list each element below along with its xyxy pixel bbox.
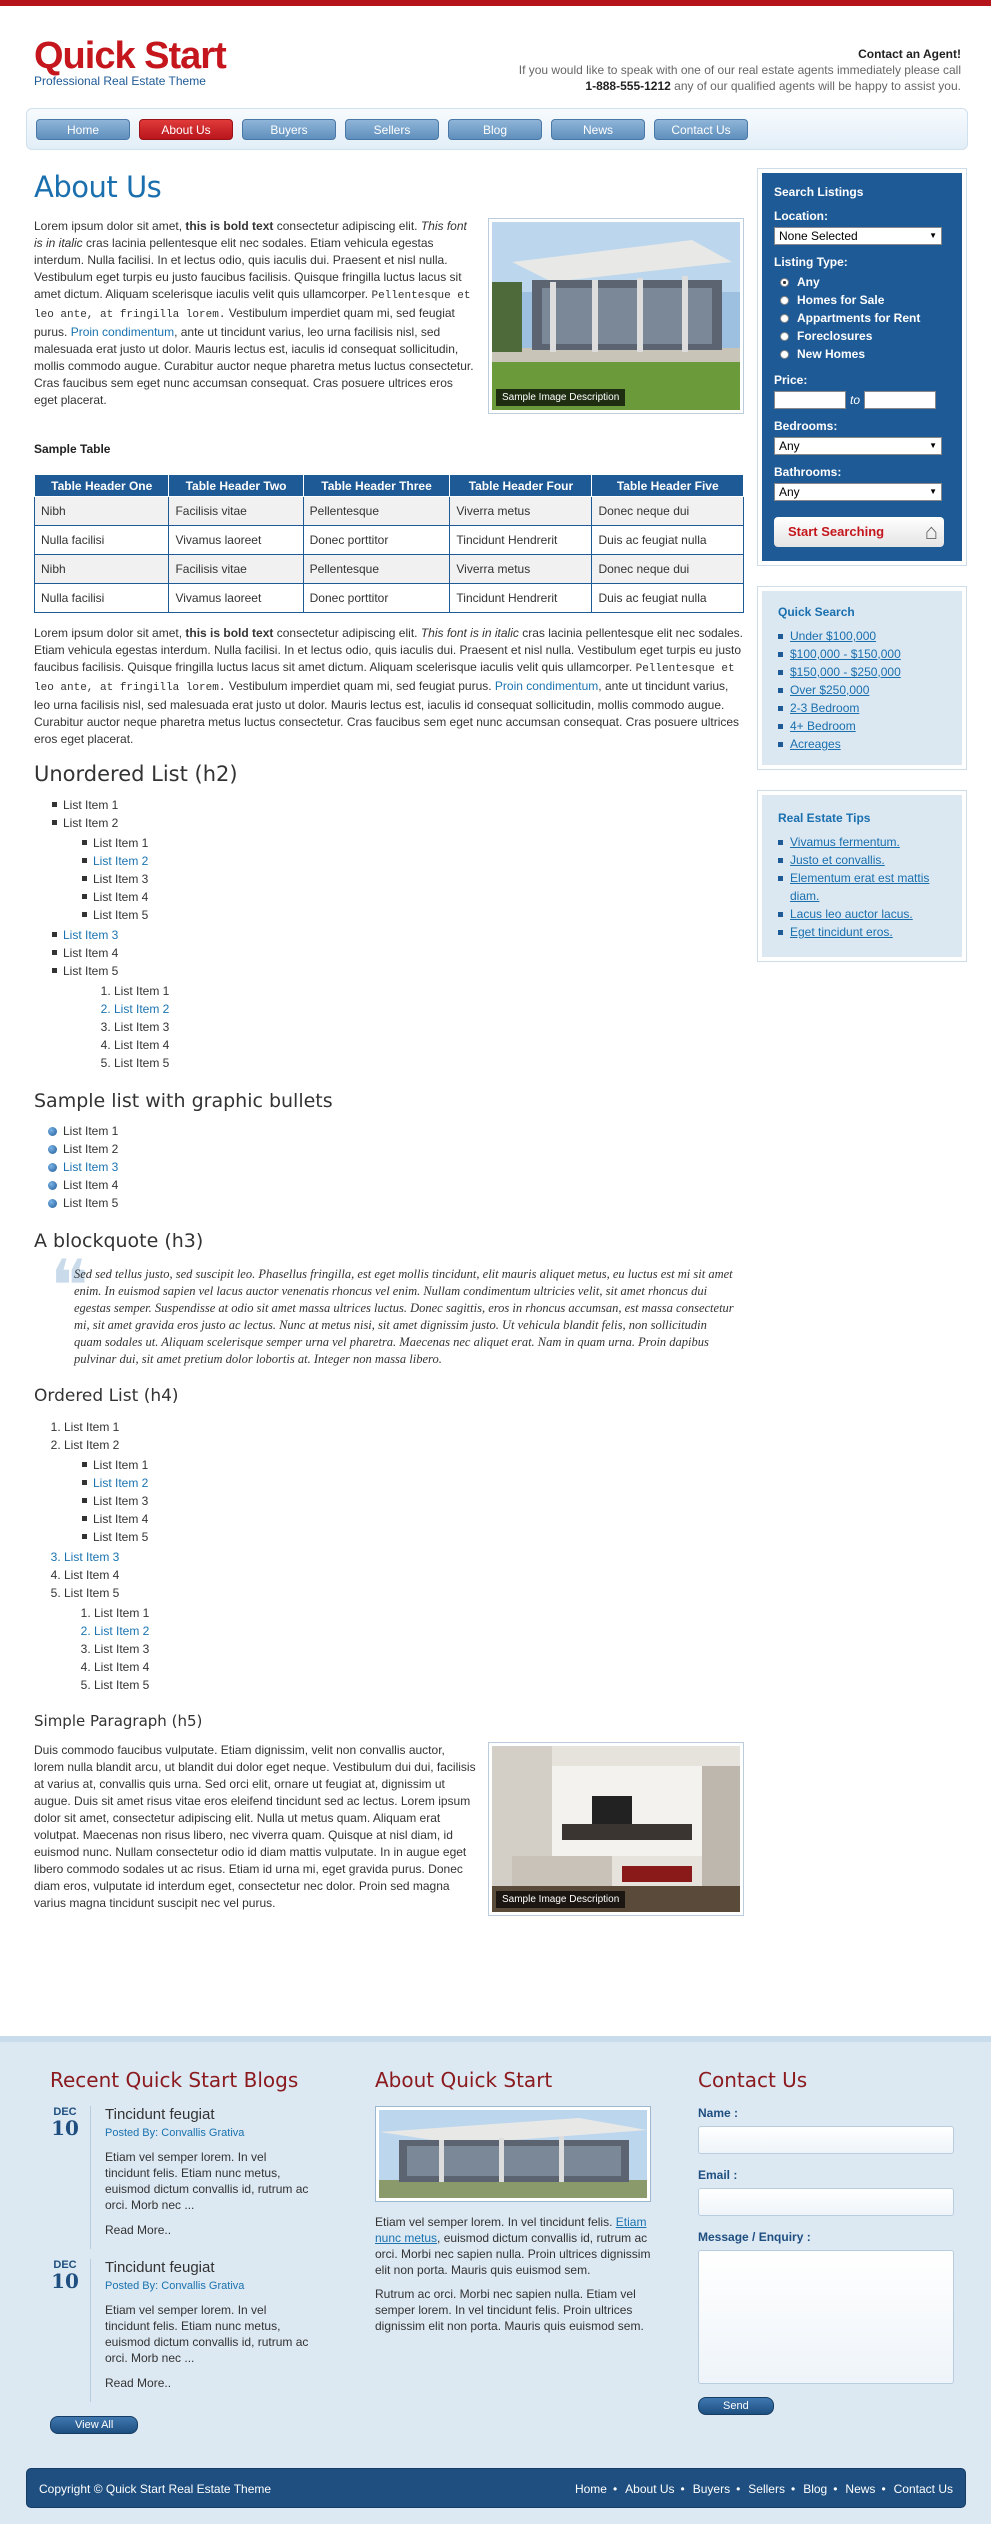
post-author: Posted By: Convallis Grativa	[105, 2127, 245, 2139]
about-title: About Quick Start	[375, 2068, 553, 2092]
radio-homes-for-sale[interactable]: Homes for Sale	[780, 291, 950, 309]
radio-any[interactable]: Any	[780, 273, 950, 291]
radio-new-homes[interactable]: New Homes	[780, 345, 950, 363]
price-to-label: to	[850, 393, 861, 407]
table-row	[35, 555, 744, 584]
post-excerpt: Etiam vel semper lorem. In vel tincidunt felis. Etiam nunc metus, euismod dictum convallis id, rutrum ac orci. Morb nec ...	[105, 2303, 309, 2365]
header-contact	[519, 46, 961, 94]
post-title[interactable]: Tincidunt feugiat	[105, 2259, 215, 2276]
etiam-link[interactable]: Etiam nunc metus	[375, 2215, 647, 2245]
unordered-list	[64, 796, 744, 1072]
table-cell: Donec porttitor	[303, 526, 450, 555]
list-item: List Item 2 List Item 1 List Item 2 List Item 3 List Item 4 List Item 5	[64, 814, 744, 924]
footer-link-blog[interactable]: Blog	[803, 2482, 828, 2496]
table-cell: Pellentesque	[303, 497, 450, 526]
sample-table-title: Sample Table	[34, 442, 111, 456]
graphic-list-heading: Sample list with graphic bullets	[34, 1090, 333, 1112]
list-item: List Item 5	[48, 1194, 744, 1212]
table-cell: Donec porttitor	[303, 584, 450, 613]
sample-image-building	[488, 218, 744, 414]
table-cell: Duis ac feugiat nulla	[592, 584, 744, 613]
table-cell: Pellentesque	[303, 555, 450, 584]
separator-dot: •	[790, 2482, 796, 2496]
separator-dot: •	[680, 2482, 685, 2496]
list-item: List Item 1	[94, 1456, 744, 1474]
post-title[interactable]: Tincidunt feugiat	[105, 2106, 215, 2123]
ordered-list-heading: Ordered List (h4)	[34, 1386, 179, 1406]
blockquote: ❝ Sed sed tellus justo, sed suscipit leo. Phasellus fringilla, est eget mollis tincidunt, elit mauris aliquet metus, eu luctus est mi sit amet enim. In euismod sapien vel lacus auctor venenatis rhoncus vel enim. Nullam condimentum ultricies velit, sit amet rhoncus dui egestas semper. Suspendisse at odio sit amet massa ultrices luctus. Donec sagittis, eros in rhoncus accumsan, est massa consectetur mi, sit amet gravida eros justo ac lectus. Nunc at metus nisi, sit amet dignissim justo. Ut vehicula blandit felis, non sollicitudin quam sodales ut. Aliquam scelerisque semper urna vel pharetra. Maecenas nec aliquet erat. Nam in quam urna. Proin dapibus pulvinar dui, sit amet pretium dolor lobortis at. Integer non massa libero.	[50, 1244, 734, 1366]
footer	[0, 2036, 991, 2524]
nav-home[interactable]: Home	[36, 119, 130, 140]
read-more-link[interactable]: Read More..	[105, 2223, 172, 2237]
radio-icon	[780, 350, 789, 359]
table-cell: Vivamus laoreet	[169, 584, 303, 613]
contact-line1: If you would like to speak with one of our real estate agents immediately please call	[518, 63, 961, 77]
table-cell: Facilisis vitae	[169, 497, 303, 526]
list-item: List Item 4	[48, 1176, 744, 1194]
list-item: 3. List Item 3	[94, 1640, 744, 1658]
list-item: 4. List Item 4	[94, 1658, 744, 1676]
house-icon: ⌂	[924, 519, 938, 544]
quick-link[interactable]: $100,000 - $150,000	[778, 645, 946, 663]
radio-appartments-for-rent[interactable]: Appartments for Rent	[780, 309, 950, 327]
start-searching-button[interactable]	[774, 517, 944, 547]
table-cell: Viverra metus	[450, 555, 592, 584]
intro-paragraph: Lorem ipsum dolor sit amet, this is bold text consectetur adipiscing elit. This font is in italic cras lacinia pellentesque elit nec sodales. Etiam vehicula egestas interdum. Nulla facilisi. In et lectus odio, quis iaculis dui. Praesent et nisl nulla. Vestibulum eget turpis eu justo faucibus facilisis. Quisque fringilla luctus lacus sit amet dictum. Aliquam scelerisque iaculis velit quis ullamcorper. Pellentesque et leo ante, at fringilla lorem. Vestibulum imperdiet quam mi, sed feugiat purus. Proin condimentum, ante ut tincidunt varius, leo urna facilisis nisl, sed malesuada erat justo ut dolor. Mauris lectus est, iaculis id consequat sollicitudin, mollis commodo augue. Curabitur auctor neque pharetra metus luctus consectetur. Cras faucibus sem eget nunc accumsan consequat. Cras posuere ultrices eros eget placerat.	[34, 219, 474, 407]
sample-image-interior	[488, 1742, 744, 1916]
blockquote-heading: A blockquote (h3)	[34, 1230, 204, 1252]
blog-post	[50, 2106, 312, 2249]
footer-link-sellers[interactable]: Sellers	[748, 2482, 785, 2496]
building-photo	[492, 222, 740, 410]
quick-link[interactable]: Under $100,000	[778, 627, 946, 645]
price-range	[774, 391, 950, 409]
blog-post	[50, 2259, 312, 2402]
blogs-title: Recent Quick Start Blogs	[50, 2068, 299, 2092]
separator-dot: •	[833, 2482, 838, 2496]
table-cell: Viverra metus	[450, 497, 592, 526]
about-paragraph-2: Rutrum ac orci. Morbi nec sapien nulla. Etiam vel semper lorem. In vel tincidunt felis. Proin ultrices dignissim elit non porta. Mauris quis euismod sem.	[375, 2287, 644, 2333]
sample-table	[34, 474, 744, 613]
logo-subtitle: Professional Real Estate Theme	[34, 74, 206, 88]
tip-link[interactable]: Lacus leo auctor lacus.	[778, 905, 946, 923]
name-label: Name :	[698, 2106, 739, 2120]
ordered-list	[64, 1418, 744, 1694]
table-header: Table Header Three	[303, 475, 450, 497]
list-item: List Item 2	[48, 1140, 744, 1158]
radio-icon	[780, 332, 789, 341]
post-date	[50, 2259, 80, 2402]
table-cell: Facilisis vitae	[169, 555, 303, 584]
list-item: List Item 1	[48, 1122, 744, 1140]
radio-foreclosures[interactable]: Foreclosures	[780, 327, 950, 345]
read-more-link[interactable]: Read More..	[105, 2376, 172, 2390]
list-item-link[interactable]: List Item 2	[94, 1474, 744, 1492]
table-header: Table Header One	[35, 475, 169, 497]
list-item: List Item 3	[94, 1492, 744, 1510]
post-date	[50, 2106, 80, 2249]
list-item: List Item 5 1. List Item 1 2. List Item 2 3. List Item 3 4. List Item 4 5. List Item 5	[64, 962, 744, 1072]
footer-contact	[698, 2068, 958, 2415]
table-header: Table Header Two	[169, 475, 303, 497]
search-form	[762, 173, 962, 561]
logo[interactable]	[34, 36, 226, 88]
main-nav	[26, 108, 968, 150]
post-month: DEC	[53, 2259, 77, 2271]
nav-blog[interactable]: Blog	[448, 119, 542, 140]
list-item-link[interactable]: 2. List Item 2	[114, 1000, 744, 1018]
post-month: DEC	[53, 2106, 77, 2118]
graphic-bullet-list	[48, 1122, 744, 1212]
list-item: 5. List Item 5	[94, 1676, 744, 1694]
footer-bar	[26, 2468, 966, 2508]
list-item-link[interactable]: 2. List Item 2	[94, 1622, 744, 1640]
about-image	[375, 2106, 651, 2202]
send-button[interactable]: Send	[698, 2397, 774, 2415]
real-estate-tips-box	[757, 790, 967, 962]
quick-link[interactable]: Acreages	[778, 735, 946, 753]
list-item-link[interactable]: List Item 2	[94, 852, 744, 870]
bedrooms-label: Bedrooms:	[774, 419, 838, 433]
footer-link-news[interactable]: News	[845, 2482, 876, 2496]
bathrooms-select[interactable]: Any ▼	[774, 483, 942, 501]
list-item-link[interactable]: List Item 3	[64, 926, 744, 944]
nav-sellers[interactable]: Sellers	[345, 119, 439, 140]
sidebar	[757, 168, 967, 982]
list-item: List Item 5	[94, 906, 744, 924]
list-item-link[interactable]: 3. List Item 3	[64, 1548, 744, 1566]
table-cell: Vivamus laoreet	[169, 526, 303, 555]
footer-links	[567, 2469, 953, 2509]
footer-link-contact-us[interactable]: Contact Us	[893, 2482, 953, 2496]
nested-ordered-list	[114, 982, 744, 1072]
tip-link[interactable]: Eget tincidunt eros.	[778, 923, 946, 941]
list-item: 4. List Item 4	[114, 1036, 744, 1054]
table-cell: Tincidunt Hendrerit	[450, 526, 592, 555]
image-caption: Sample Image Description	[496, 389, 625, 406]
list-item: List Item 5	[94, 1528, 744, 1546]
page-title: About Us	[34, 170, 162, 204]
copyright: Copyright © Quick Start Real Estate Theme	[39, 2482, 272, 2496]
footer-link-buyers[interactable]: Buyers	[692, 2482, 731, 2496]
quick-search-title: Quick Search	[778, 605, 855, 619]
table-row	[35, 526, 744, 555]
tips-title: Real Estate Tips	[778, 811, 871, 825]
table-cell: Duis ac feugiat nulla	[592, 526, 744, 555]
quote-mark-icon: ❝	[50, 1244, 89, 1328]
list-item: 3. List Item 3	[114, 1018, 744, 1036]
list-item: List Item 4	[94, 1510, 744, 1528]
nested-list	[94, 834, 744, 924]
post-day: 10	[51, 2116, 79, 2140]
list-item: List Item 3	[94, 870, 744, 888]
bedrooms-select[interactable]: Any ▼	[774, 437, 942, 455]
view-all-button[interactable]: View All	[50, 2416, 138, 2434]
post-excerpt: Etiam vel semper lorem. In vel tincidunt felis. Etiam nunc metus, euismod dictum convallis id, rutrum ac orci. Morb nec ...	[105, 2150, 309, 2212]
quick-link[interactable]: 2-3 Bedroom	[778, 699, 946, 717]
tip-link[interactable]: Justo et convallis.	[778, 851, 946, 869]
nav-contact-us[interactable]: Contact Us	[654, 119, 748, 140]
table-header: Table Header Four	[450, 475, 592, 497]
quick-link[interactable]: 4+ Bedroom	[778, 717, 946, 735]
name-input[interactable]	[698, 2126, 954, 2154]
nav-about-us[interactable]: About Us	[139, 119, 233, 140]
quick-search-box	[757, 586, 967, 770]
post-author: Posted By: Convallis Grativa	[105, 2280, 245, 2292]
second-paragraph: Lorem ipsum dolor sit amet, this is bold text consectetur adipiscing elit. This font is in italic cras lacinia pellentesque elit nec sodales. Etiam vehicula egestas interdum. Nulla facilisi. In et lectus odio, quis iaculis dui. Praesent et nisl nulla. Vestibulum eget turpis eu justo faucibus facilisis. Quisque fringilla luctus lacus sit amet dictum. Aliquam scelerisque iaculis velit quis ullamcorper. Pellentesque et leo ante, at fringilla lorem. Vestibulum imperdiet quam mi, sed feugiat purus. Proin condimentum, ante ut tincidunt varius, leo urna facilisis nisl, sed malesuada erat justo ut dolor. Mauris lectus est, iaculis id consequat sollicitudin, mollis commodo augue. Curabitur auctor neque pharetra metus luctus consectetur. Cras faucibus sem eget nunc accumsan consequat. Cras posuere ultrices eros eget placerat.	[34, 626, 744, 746]
footer-about	[375, 2068, 655, 2342]
quick-link[interactable]: $150,000 - $250,000	[778, 663, 946, 681]
table-cell: Nulla facilisi	[35, 584, 169, 613]
list-item: List Item 4	[64, 944, 744, 962]
message-label: Message / Enquiry :	[698, 2230, 811, 2244]
footer-link-home[interactable]: Home	[574, 2482, 607, 2496]
table-row	[35, 584, 744, 613]
list-item: 1. List Item 1	[114, 982, 744, 1000]
list-item: 5. List Item 5 1. List Item 1 2. List Item 2 3. List Item 3 4. List Item 4 5. List Item 5	[64, 1584, 744, 1694]
nav-news[interactable]: News	[551, 119, 645, 140]
contact-phone[interactable]: 1-888-555-1212	[585, 79, 671, 93]
image-caption: Sample Image Description	[496, 1891, 625, 1908]
simple-paragraph-heading: Simple Paragraph (h5)	[34, 1712, 203, 1730]
tips-list	[778, 833, 946, 941]
price-label: Price:	[774, 373, 808, 387]
post-day: 10	[51, 2269, 79, 2293]
radio-icon	[780, 278, 789, 287]
simple-paragraph: Duis commodo faucibus vulputate. Etiam dignissim, velit non convallis auctor, lorem nulla blandit arcu, ut blandit dui dolor eget neque. Vestibulum dui dui, facilisis at varius at, convallis quis urna. Sed orci elit, ornare ut feugiat at, dignissim ut augue. Duis sit amet risus vitae eros eleifend tincidunt sed ac lectus. Lorem ipsum dolor sit amet, consectetur adipiscing elit. Nulla ut metus quam. Aliquam erat volutpat. Maecenas non risus libero, nec viverra quam. Quisque at nisl diam, id euismod nunc. Nullam consectetur odio id diam mattis vulputate. In in augue eget libero commodo sodales ut ac risus. Etiam id urna mi, eget gravida purus. Donec diam eros, vulputate id interdum eget, consectetur nec dolor. Proin sed magna varius magna tincidunt suscipit nec vel purus.	[34, 1743, 476, 1910]
radio-icon	[780, 296, 789, 305]
list-item: 5. List Item 5	[114, 1054, 744, 1072]
contact-title: Contact Us	[698, 2068, 808, 2092]
location-label: Location:	[774, 209, 828, 223]
email-label: Email :	[698, 2168, 738, 2182]
separator-dot: •	[736, 2482, 741, 2496]
list-item: 4. List Item 4	[64, 1566, 744, 1584]
about-paragraph-1: Etiam vel semper lorem. In vel tincidunt felis. Etiam nunc metus, euismod dictum convallis id, rutrum ac orci. Morbi nec sapien nulla. Proin ultrices dignissim elit non porta. Mauris quis euismod sem.	[375, 2215, 651, 2277]
list-item: List Item 1	[94, 834, 744, 852]
nested-ordered-list	[94, 1604, 744, 1694]
separator-dot: •	[881, 2482, 886, 2496]
main-content	[34, 170, 744, 1926]
table-row	[35, 497, 744, 526]
table-header: Table Header Five	[592, 475, 744, 497]
list-item: List Item 4	[94, 888, 744, 906]
listing-type-label: Listing Type:	[774, 255, 848, 269]
price-max-input[interactable]	[864, 391, 936, 409]
search-listings-box	[757, 168, 967, 566]
interior-photo	[492, 1746, 740, 1912]
proin-link-2[interactable]: Proin condimentum	[494, 679, 599, 693]
list-item: List Item 1	[64, 796, 744, 814]
footer-blogs	[50, 2068, 312, 2434]
contact-line2	[519, 78, 961, 94]
list-item-link[interactable]: List Item 3	[48, 1158, 744, 1176]
quick-search-list	[778, 627, 946, 753]
email-input[interactable]	[698, 2188, 954, 2216]
list-item: 2. List Item 2 List Item 1 List Item 2 List Item 3 List Item 4 List Item 5	[64, 1436, 744, 1546]
table-cell: Nulla facilisi	[35, 526, 169, 555]
nav-buyers[interactable]: Buyers	[242, 119, 336, 140]
list-item: 1. List Item 1	[94, 1604, 744, 1622]
separator-dot: •	[612, 2482, 618, 2496]
search-title: Search Listings	[774, 185, 864, 199]
table-cell: Donec neque dui	[592, 497, 744, 526]
tip-link[interactable]: Vivamus fermentum.	[778, 833, 946, 851]
quick-link[interactable]: Over $250,000	[778, 681, 946, 699]
list-item: 1. List Item 1	[64, 1418, 744, 1436]
bathrooms-label: Bathrooms:	[774, 465, 842, 479]
footer-link-about-us[interactable]: About Us	[625, 2482, 675, 2496]
tip-link[interactable]: Elementum erat est mattis diam.	[778, 869, 946, 905]
message-textarea[interactable]	[698, 2250, 954, 2384]
price-min-input[interactable]	[774, 391, 846, 409]
table-cell: Tincidunt Hendrerit	[450, 584, 592, 613]
radio-icon	[780, 314, 789, 323]
contact-line2-text: any of our qualified agents will be happy to assist you.	[670, 79, 961, 93]
nested-list	[94, 1456, 744, 1546]
logo-title: Quick Start	[34, 35, 226, 77]
search-button-label: Start Searching	[788, 524, 885, 539]
proin-link[interactable]: Proin condimentum	[70, 325, 175, 339]
table-cell: Donec neque dui	[592, 555, 744, 584]
table-cell: Nibh	[35, 497, 169, 526]
unordered-list-heading: Unordered List (h2)	[34, 762, 238, 786]
contact-title: Contact an Agent!	[858, 47, 961, 61]
table-cell: Nibh	[35, 555, 169, 584]
location-select[interactable]: None Selected ▼	[774, 227, 942, 245]
header	[0, 6, 991, 106]
